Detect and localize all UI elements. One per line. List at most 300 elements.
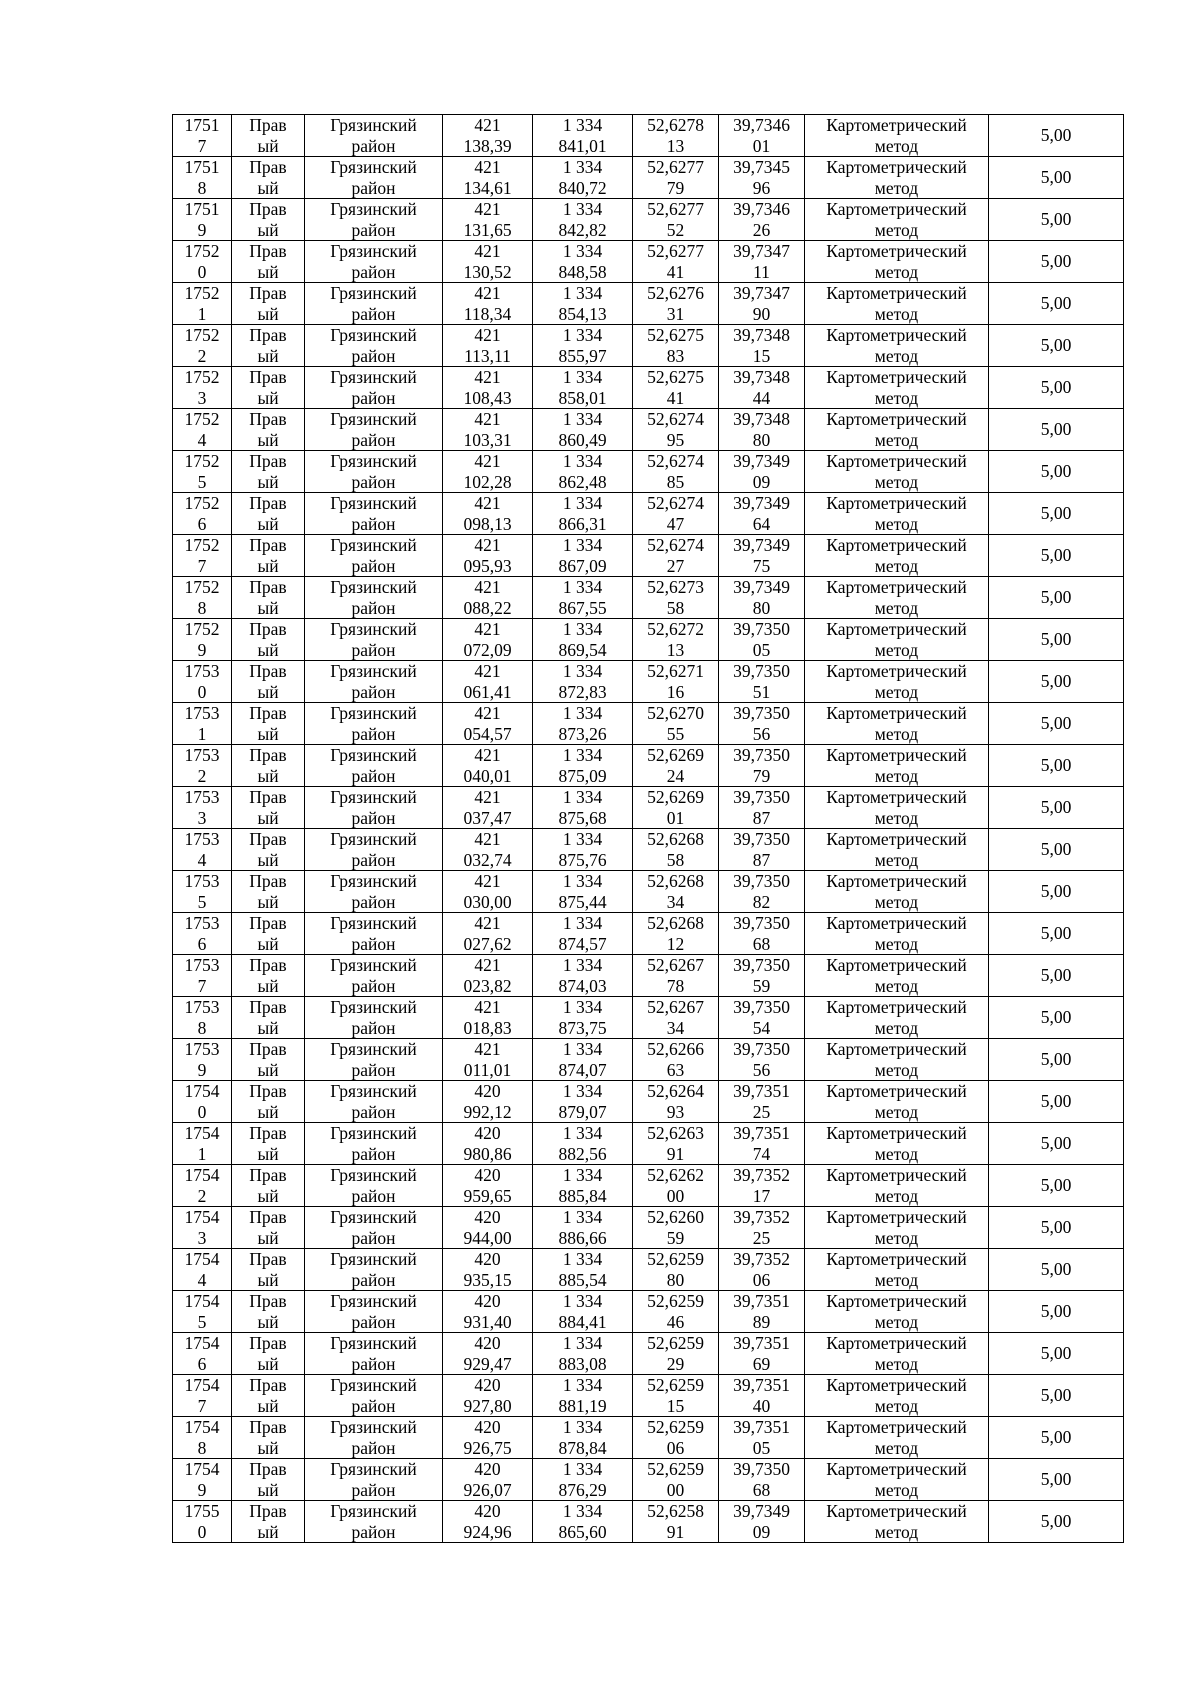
bank-side-line: Прав [249,1333,287,1353]
bank-side-line: Прав [249,409,287,429]
method-line: Картометрический [826,283,967,303]
district-line: Грязинский [330,745,417,765]
coord-x-line: 420 [474,1333,501,1353]
coord-x-line: 088,22 [463,597,512,618]
bank-side-cell [232,955,305,997]
latitude-line: 47 [666,513,685,534]
table-row [173,997,1124,1039]
longitude-line: 25 [752,1101,771,1122]
longitude-line: 39,7346 [733,199,790,219]
district-line: район [351,639,396,660]
bank-side-cell [232,829,305,871]
coord-y-cell [533,619,633,661]
table-row [173,325,1124,367]
coord-x-cell [443,325,533,367]
coord-x-line: 421 [474,199,501,219]
table-row [173,703,1124,745]
coord-y-cell [533,1501,633,1543]
coord-x-line: 102,28 [463,471,512,492]
coord-x-cell [443,115,533,157]
coord-x-cell [443,619,533,661]
method-cell [805,1291,989,1333]
accuracy-cell: 5,00 [989,997,1124,1039]
coord-y-line: 855,97 [558,345,607,366]
coord-y-line: 873,75 [558,1017,607,1038]
point-number-line: 6 [197,1353,207,1374]
longitude-line: 39,7348 [733,325,790,345]
district-line: Грязинский [330,451,417,471]
bank-side-line: Прав [249,493,287,513]
bank-side-line: Прав [249,913,287,933]
coord-y-line: 1 334 [562,997,603,1017]
point-number-line: 1753 [184,703,220,723]
point-number-line: 1752 [184,367,220,387]
point-number-line: 1753 [184,787,220,807]
accuracy-cell: 5,00 [989,1417,1124,1459]
bank-side-line: Прав [249,1291,287,1311]
point-number-line: 1754 [184,1333,220,1353]
longitude-line: 39,7351 [733,1417,790,1437]
latitude-line: 52,6276 [647,283,704,303]
accuracy-cell: 5,00 [989,241,1124,283]
district-line: район [351,1311,396,1332]
longitude-line: 87 [752,807,771,828]
accuracy-cell: 5,00 [989,661,1124,703]
method-line: метод [874,1353,919,1374]
district-line: Грязинский [330,1375,417,1395]
latitude-cell [633,913,719,955]
method-line: Картометрический [826,199,967,219]
district-cell [305,913,443,955]
method-line: метод [874,1521,919,1542]
latitude-cell [633,283,719,325]
point-number-cell [173,1459,232,1501]
table-row [173,115,1124,157]
coord-y-cell [533,283,633,325]
latitude-line: 52,6267 [647,955,704,975]
longitude-line: 80 [752,597,771,618]
district-line: Грязинский [330,115,417,135]
coordinates-table [172,114,1124,1543]
coord-y-line: 1 334 [562,367,603,387]
method-line: метод [874,639,919,660]
district-cell [305,1039,443,1081]
coord-x-line: 134,61 [463,177,512,198]
method-line: метод [874,807,919,828]
latitude-cell [633,1165,719,1207]
table-row [173,1459,1124,1501]
longitude-line: 39,7348 [733,409,790,429]
latitude-line: 52,6269 [647,787,704,807]
point-number-line: 5 [197,1311,207,1332]
longitude-line: 39,7350 [733,619,790,639]
coord-y-cell [533,871,633,913]
coord-x-line: 421 [474,367,501,387]
table-row [173,1123,1124,1165]
point-number-line: 1751 [184,157,220,177]
latitude-line: 29 [666,1353,685,1374]
coord-y-line: 1 334 [562,157,603,177]
coord-x-cell [443,241,533,283]
longitude-line: 87 [752,849,771,870]
bank-side-line: ый [257,639,279,660]
point-number-line: 6 [197,933,207,954]
method-line: Картометрический [826,745,967,765]
method-line: Картометрический [826,409,967,429]
point-number-cell [173,1165,232,1207]
bank-side-line: ый [257,513,279,534]
coord-y-line: 867,55 [558,597,607,618]
district-line: район [351,1101,396,1122]
longitude-line: 39,7350 [733,703,790,723]
bank-side-cell [232,661,305,703]
coord-y-line: 1 334 [562,241,603,261]
longitude-line: 39,7352 [733,1249,790,1269]
point-number-line: 1752 [184,619,220,639]
bank-side-line: ый [257,807,279,828]
longitude-line: 96 [752,177,771,198]
method-line: Картометрический [826,1249,967,1269]
method-cell [805,1123,989,1165]
district-cell [305,1165,443,1207]
method-line: Картометрический [826,829,967,849]
accuracy-cell: 5,00 [989,1039,1124,1081]
point-number-line: 1753 [184,955,220,975]
district-line: Грязинский [330,1333,417,1353]
coord-y-cell [533,115,633,157]
district-cell [305,157,443,199]
method-line: метод [874,1101,919,1122]
bank-side-cell [232,577,305,619]
method-line: Картометрический [826,787,967,807]
point-number-line: 4 [197,429,207,450]
coord-x-cell [443,1459,533,1501]
latitude-line: 52,6272 [647,619,704,639]
longitude-cell [719,1165,805,1207]
latitude-line: 52,6268 [647,829,704,849]
bank-side-line: ый [257,1143,279,1164]
latitude-line: 85 [666,471,685,492]
latitude-line: 79 [666,177,685,198]
method-line: Картометрический [826,577,967,597]
district-line: район [351,303,396,324]
accuracy-cell: 5,00 [989,199,1124,241]
coord-x-line: 011,01 [463,1059,512,1080]
method-cell [805,367,989,409]
accuracy-cell: 5,00 [989,409,1124,451]
latitude-line: 52,6259 [647,1333,704,1353]
bank-side-line: ый [257,1059,279,1080]
coord-x-cell [443,829,533,871]
coord-x-line: 420 [474,1417,501,1437]
table-row [173,1039,1124,1081]
coord-y-cell [533,1207,633,1249]
point-number-cell [173,409,232,451]
district-line: район [351,1059,396,1080]
method-line: метод [874,1269,919,1290]
latitude-line: 52,6277 [647,241,704,261]
point-number-cell [173,199,232,241]
longitude-cell [719,199,805,241]
point-number-line: 1754 [184,1375,220,1395]
point-number-line: 1 [197,723,207,744]
table-row [173,1291,1124,1333]
coord-y-line: 1 334 [562,829,603,849]
coord-x-line: 030,00 [463,891,512,912]
coord-y-cell [533,1459,633,1501]
point-number-cell [173,1249,232,1291]
point-number-line: 9 [197,639,207,660]
point-number-line: 0 [197,681,207,702]
coord-x-line: 420 [474,1207,501,1227]
latitude-line: 12 [666,933,685,954]
latitude-cell [633,1081,719,1123]
point-number-cell [173,955,232,997]
method-line: метод [874,1059,919,1080]
method-line: метод [874,849,919,870]
method-line: Картометрический [826,913,967,933]
coord-x-line: 095,93 [463,555,512,576]
method-line: Картометрический [826,619,967,639]
point-number-line: 5 [197,471,207,492]
district-line: район [351,345,396,366]
longitude-line: 39,7347 [733,241,790,261]
coord-x-cell [443,1333,533,1375]
district-line: Грязинский [330,1501,417,1521]
method-line: Картометрический [826,1291,967,1311]
longitude-line: 56 [752,1059,771,1080]
point-number-line: 1754 [184,1123,220,1143]
coord-x-cell [443,955,533,997]
method-line: метод [874,597,919,618]
district-cell [305,619,443,661]
coord-x-line: 421 [474,787,501,807]
longitude-line: 05 [752,1437,771,1458]
coord-y-line: 840,72 [558,177,607,198]
coord-x-cell [443,451,533,493]
latitude-line: 52,6259 [647,1417,704,1437]
latitude-cell [633,325,719,367]
district-line: район [351,807,396,828]
coord-x-cell [443,1291,533,1333]
longitude-line: 39,7350 [733,1039,790,1059]
accuracy-cell: 5,00 [989,871,1124,913]
coord-x-line: 420 [474,1165,501,1185]
longitude-line: 01 [752,135,771,156]
bank-side-line: ый [257,1437,279,1458]
district-cell [305,241,443,283]
method-line: метод [874,1479,919,1500]
latitude-cell [633,367,719,409]
coord-y-line: 1 334 [562,1291,603,1311]
latitude-line: 52,6267 [647,997,704,1017]
point-number-line: 2 [197,1185,207,1206]
point-number-line: 8 [197,1437,207,1458]
point-number-cell [173,703,232,745]
longitude-cell [719,913,805,955]
latitude-line: 93 [666,1101,685,1122]
method-line: метод [874,387,919,408]
accuracy-cell: 5,00 [989,1207,1124,1249]
latitude-cell [633,1207,719,1249]
method-cell [805,241,989,283]
district-cell [305,997,443,1039]
method-line: метод [874,933,919,954]
bank-side-cell [232,409,305,451]
coord-y-line: 876,29 [558,1479,607,1500]
bank-side-line: Прав [249,1459,287,1479]
coord-y-cell [533,1123,633,1165]
bank-side-line: Прав [249,787,287,807]
latitude-line: 41 [666,387,685,408]
district-cell [305,871,443,913]
method-line: метод [874,1395,919,1416]
latitude-line: 91 [666,1521,685,1542]
latitude-line: 52,6269 [647,745,704,765]
method-cell [805,1375,989,1417]
method-line: Картометрический [826,1207,967,1227]
district-line: район [351,429,396,450]
coord-y-line: 854,13 [558,303,607,324]
latitude-cell [633,493,719,535]
longitude-cell [719,493,805,535]
table-row [173,409,1124,451]
longitude-line: 59 [752,975,771,996]
method-cell [805,577,989,619]
bank-side-cell [232,1249,305,1291]
point-number-cell [173,577,232,619]
coord-x-line: 420 [474,1249,501,1269]
coord-y-line: 883,08 [558,1353,607,1374]
method-line: Картометрический [826,703,967,723]
point-number-cell [173,451,232,493]
coord-y-line: 1 334 [562,913,603,933]
coord-x-line: 131,65 [463,219,512,240]
bank-side-line: ый [257,345,279,366]
table-row [173,199,1124,241]
method-cell [805,829,989,871]
point-number-cell [173,1333,232,1375]
latitude-line: 52,6273 [647,577,704,597]
district-line: Грязинский [330,1207,417,1227]
longitude-line: 89 [752,1311,771,1332]
bank-side-line: ый [257,387,279,408]
coord-x-cell [443,157,533,199]
latitude-line: 91 [666,1143,685,1164]
point-number-line: 1752 [184,451,220,471]
longitude-cell [719,1081,805,1123]
accuracy-cell: 5,00 [989,829,1124,871]
point-number-line: 3 [197,387,207,408]
point-number-line: 1752 [184,493,220,513]
bank-side-line: Прав [249,829,287,849]
point-number-cell [173,1417,232,1459]
longitude-line: 39,7350 [733,829,790,849]
point-number-line: 1752 [184,283,220,303]
district-cell [305,1375,443,1417]
table-row [173,157,1124,199]
bank-side-line: ый [257,975,279,996]
bank-side-cell [232,199,305,241]
coord-y-line: 874,07 [558,1059,607,1080]
district-cell [305,955,443,997]
district-line: район [351,1395,396,1416]
bank-side-line: ый [257,471,279,492]
coord-y-line: 1 334 [562,703,603,723]
method-line: Картометрический [826,1417,967,1437]
accuracy-cell: 5,00 [989,787,1124,829]
method-cell [805,1165,989,1207]
longitude-cell [719,1459,805,1501]
latitude-line: 83 [666,345,685,366]
bank-side-line: Прав [249,703,287,723]
method-cell [805,1249,989,1291]
table-row [173,577,1124,619]
method-line: метод [874,177,919,198]
method-cell [805,1501,989,1543]
latitude-line: 52,6274 [647,493,704,513]
bank-side-cell [232,1375,305,1417]
bank-side-line: Прав [249,745,287,765]
longitude-line: 39,7350 [733,661,790,681]
coord-x-line: 421 [474,115,501,135]
bank-side-cell [232,451,305,493]
district-line: район [351,219,396,240]
latitude-cell [633,829,719,871]
bank-side-line: Прав [249,115,287,135]
district-line: Грязинский [330,1081,417,1101]
district-line: Грязинский [330,1417,417,1437]
point-number-line: 1753 [184,745,220,765]
bank-side-line: ый [257,303,279,324]
method-cell [805,1039,989,1081]
coord-x-line: 420 [474,1501,501,1521]
method-line: Картометрический [826,1081,967,1101]
district-cell [305,115,443,157]
method-line: метод [874,765,919,786]
coord-y-line: 848,58 [558,261,607,282]
longitude-line: 39,7350 [733,787,790,807]
accuracy-cell: 5,00 [989,115,1124,157]
latitude-cell [633,1459,719,1501]
coord-y-cell [533,1417,633,1459]
point-number-cell [173,367,232,409]
point-number-line: 1752 [184,241,220,261]
coord-x-cell [443,577,533,619]
coord-y-cell [533,1165,633,1207]
longitude-cell [719,325,805,367]
coord-y-cell [533,913,633,955]
coord-x-cell [443,703,533,745]
point-number-line: 1753 [184,997,220,1017]
latitude-line: 16 [666,681,685,702]
latitude-line: 52,6262 [647,1165,704,1185]
district-line: Грязинский [330,1039,417,1059]
longitude-line: 39,7351 [733,1291,790,1311]
district-line: район [351,261,396,282]
longitude-line: 44 [752,387,771,408]
district-line: район [351,513,396,534]
latitude-line: 13 [666,639,685,660]
longitude-line: 39,7351 [733,1123,790,1143]
coord-y-line: 1 334 [562,325,603,345]
district-line: Грязинский [330,1291,417,1311]
accuracy-cell: 5,00 [989,745,1124,787]
latitude-line: 58 [666,849,685,870]
method-line: Картометрический [826,1123,967,1143]
table-row [173,367,1124,409]
coord-y-cell [533,1081,633,1123]
